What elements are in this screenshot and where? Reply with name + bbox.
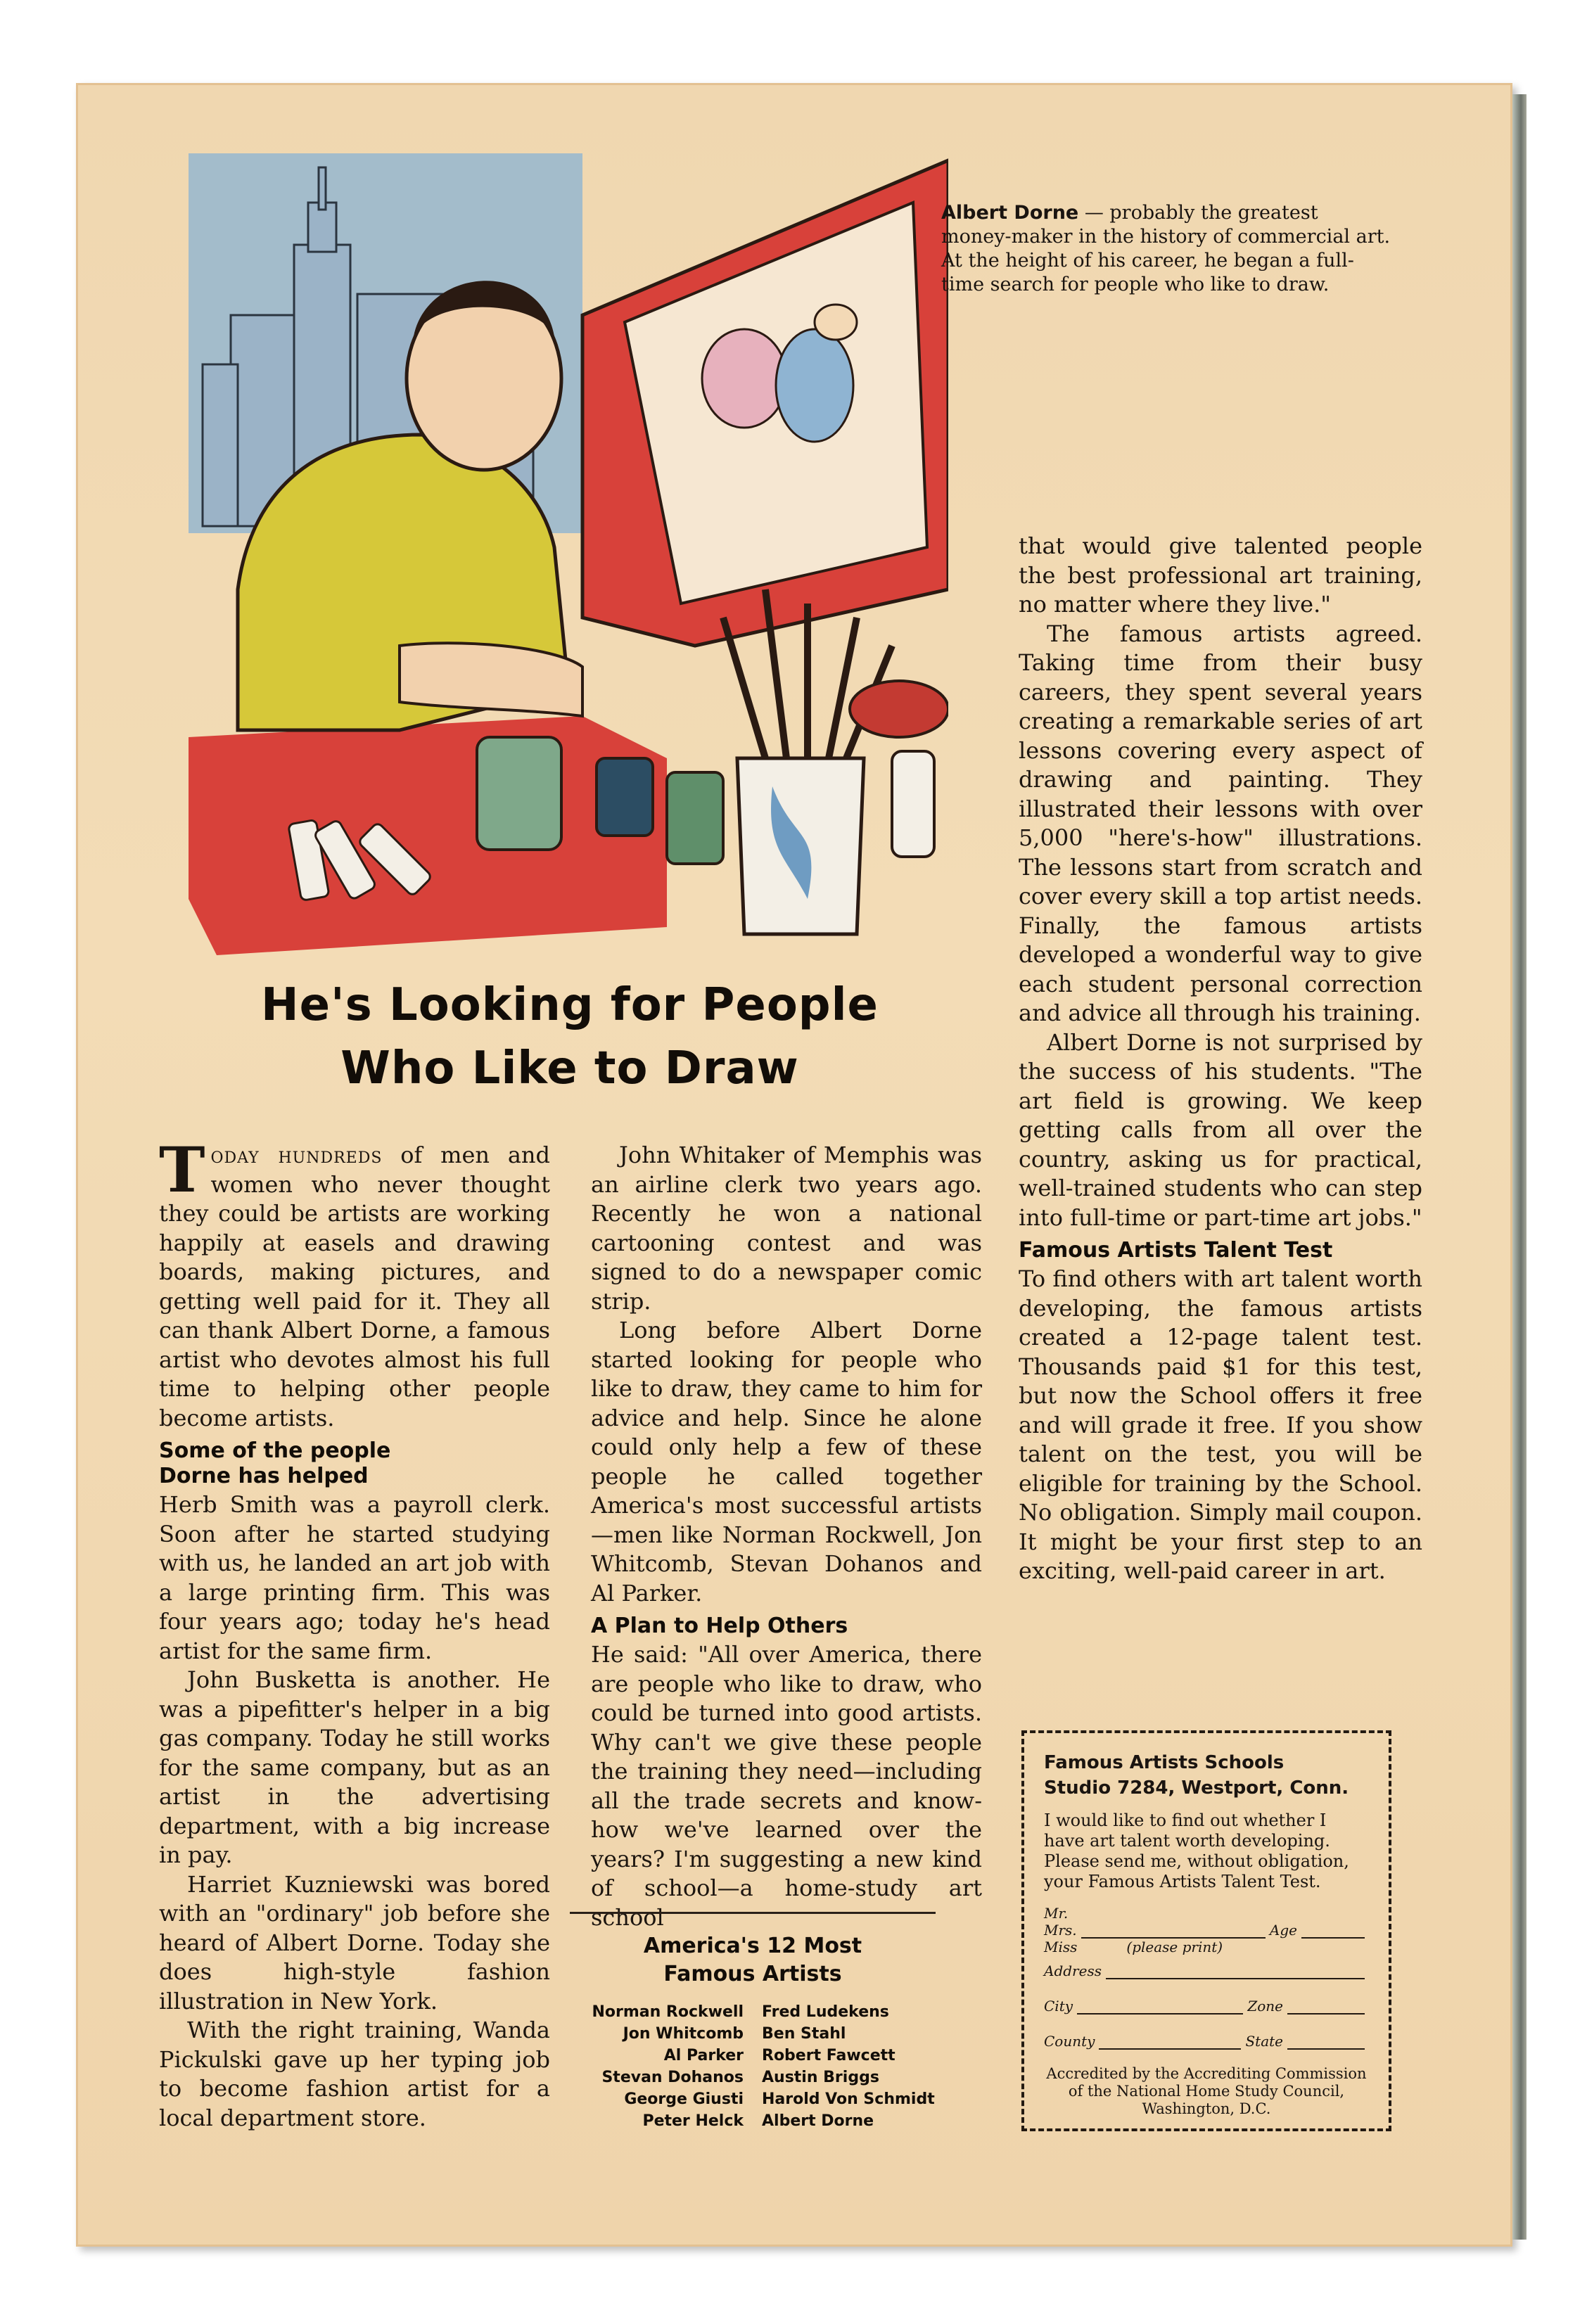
col1-p4: Harriet Kuzniewski was bored with an "ordinary" job before she heard of Albert Dorne. Today she does high-style fashion illustration in New York.	[159, 1870, 550, 2015]
col3-subhead: Famous Artists Talent Test	[1019, 1238, 1333, 1263]
coupon-header	[1044, 1750, 1369, 1801]
illustration-caption	[941, 201, 1391, 297]
col1-intro	[159, 1133, 550, 1433]
col1-p3: John Busketta is another. He was a pipefitter's helper in a big gas company. Today he still works for the same company, but as an artist in the advertising department, with a big increase in pay.	[159, 1666, 550, 1868]
column-2	[591, 1141, 982, 1932]
col2-p1: John Whitaker of Memphis was an airline clerk two years ago. Recently he won a national cartooning contest and was signed to do a newspaper comic strip.	[591, 1142, 982, 1315]
salutation-mrs-field[interactable]	[1044, 1922, 1369, 1939]
col3-p4: To find others with art talent worth developing, the famous artists created a 12-page talent test. Thousands paid $1 for this test, but now the School offers it free and will grade it free. If you show talent on the test, you will be eligible for training by the School. No obligation. Simply mail coupon. It might be your first step to an exciting, well-paid career in art.	[1019, 1265, 1422, 1584]
column-1	[159, 1133, 550, 2133]
label-please-print: (please print)	[1126, 1939, 1223, 1955]
artists-title-line2: Famous Artists	[663, 1962, 842, 1986]
col3-p1: that would give talented people the best professional art training, no matter where they live."	[1019, 532, 1422, 618]
col2-p2: Long before Albert Dorne started looking for people who like to draw, they came to him for advice and help. Since he alone could only help a few of these people he called together America's most successful artists —men like Norman Rockwell, Jon Whitcomb, Stevan Dohanos and Al Parker.	[591, 1317, 982, 1607]
caption-text: — probably the greatest money-maker in the history of commercial art. At the height of his career, he began a full-time search for people who like to draw.	[941, 202, 1391, 295]
artist-name: George Giusti	[624, 2090, 744, 2108]
caption-name: Albert Dorne	[941, 202, 1079, 224]
col3-p3: Albert Dorne is not surprised by the success of his students. "The art field is growing. We keep getting calls from all over the country, asking us for practical, well-trained students who can step into full-time or part-time art jobs."	[1019, 1028, 1422, 1231]
col3-p2: The famous artists agreed. Taking time from their busy careers, they spent several years creating a remarkable series of art lessons covering every aspect of drawing and painting. They illustrated their lessons with over 5,000 "here's-how" illustrations. The lessons start from scratch and cover every skill a top artist needs. Finally, the famous artists developed a wonderful way to give each student personal correction and advice all through his training.	[1019, 620, 1422, 1026]
city-line[interactable]	[1077, 2000, 1243, 2015]
label-miss: Miss	[1044, 1939, 1078, 1955]
col1-p5: With the right training, Wanda Pickulski gave up her typing job to become fashion artist for a local department store.	[159, 2017, 550, 2131]
name-line[interactable]	[1081, 1924, 1266, 1939]
artist-name: Robert Fawcett	[762, 2047, 896, 2064]
county-state-field[interactable]	[1044, 2033, 1369, 2050]
col1-lead: oday hundreds	[210, 1142, 383, 1168]
artist-name: Fred Ludekens	[762, 2003, 889, 2021]
dropcap: T	[159, 1133, 205, 1206]
label-county: County	[1044, 2033, 1095, 2050]
artist-name: Stevan Dohanos	[601, 2069, 744, 2086]
col1-subhead	[159, 1438, 550, 1489]
artists-title-line1: America's 12 Most	[643, 1934, 862, 1958]
col1-subhead-line2: Dorne has helped	[159, 1464, 369, 1488]
col1-p1: of men and women who never thought they could be artists are working happily at easels and drawing boards, making pictures, and getting well paid for it. They all can thank Albert Dorne, a famous artist who devotes almost his full time to helping other people become artists.	[159, 1142, 550, 1431]
artist-name: Jon Whitcomb	[623, 2025, 744, 2043]
address-field[interactable]	[1044, 1962, 1369, 1979]
coupon-school: Famous Artists Schools	[1044, 1752, 1285, 1773]
city-zone-field[interactable]	[1044, 1998, 1369, 2015]
label-age: Age	[1269, 1922, 1297, 1939]
artists-title	[570, 1932, 936, 1988]
label-address: Address	[1044, 1962, 1102, 1979]
salutation-miss-field	[1044, 1939, 1369, 1955]
col2-p3: He said: "All over America, there are people who like to draw, who could be turned into good artists. Why can't we give these people the training they need—including all the trade secrets and know-how we've learned over the years? I'm suggesting a new kind of school—a home-study art school	[591, 1641, 982, 1931]
page-edge	[1512, 94, 1527, 2240]
label-city: City	[1044, 1998, 1073, 2015]
artists-grid	[570, 2001, 936, 2132]
artist-name: Norman Rockwell	[592, 2003, 744, 2021]
col1-subhead-line1: Some of the people	[159, 1438, 391, 1463]
col2-subhead: A Plan to Help Others	[591, 1614, 848, 1638]
famous-artists-list	[570, 1912, 936, 2132]
label-zone: Zone	[1247, 1998, 1283, 2015]
artist-name: Al Parker	[663, 2047, 744, 2064]
address-line[interactable]	[1106, 1965, 1365, 1979]
artist-illustration	[189, 153, 948, 955]
salutation-field[interactable]	[1044, 1905, 1369, 1922]
state-line[interactable]	[1287, 2036, 1365, 2050]
artist-name: Albert Dorne	[762, 2112, 874, 2130]
coupon-address: Studio 7284, Westport, Conn.	[1044, 1777, 1349, 1799]
column-3	[1019, 532, 1422, 1586]
mail-coupon[interactable]	[1021, 1730, 1391, 2131]
label-mrs: Mrs.	[1044, 1922, 1077, 1939]
artist-name: Peter Helck	[642, 2112, 744, 2130]
artist-name: Ben Stahl	[762, 2025, 846, 2043]
artist-name: Harold Von Schmidt	[762, 2090, 935, 2108]
headline-line2: Who Like to Draw	[340, 1042, 799, 1094]
artist-name: Austin Briggs	[762, 2069, 879, 2086]
label-mr: Mr.	[1044, 1905, 1069, 1922]
headline-line1: He's Looking for People	[261, 979, 879, 1031]
label-state: State	[1245, 2033, 1283, 2050]
county-line[interactable]	[1099, 2036, 1241, 2050]
coupon-body: I would like to find out whether I have art talent worth developing. Please send me, without obligation, your Famous Artists Talent Test.	[1044, 1811, 1349, 1891]
accreditation-note: Accredited by the Accrediting Commission of the National Home Study Council, Washington, D.C.	[1046, 2065, 1367, 2117]
col1-p2: Herb Smith was a payroll clerk. Soon after he started studying with us, he landed an art job with a large printing firm. This was four years ago; today he's head artist for the same firm.	[159, 1491, 550, 1664]
zone-line[interactable]	[1287, 2000, 1365, 2015]
age-line[interactable]	[1301, 1924, 1365, 1939]
